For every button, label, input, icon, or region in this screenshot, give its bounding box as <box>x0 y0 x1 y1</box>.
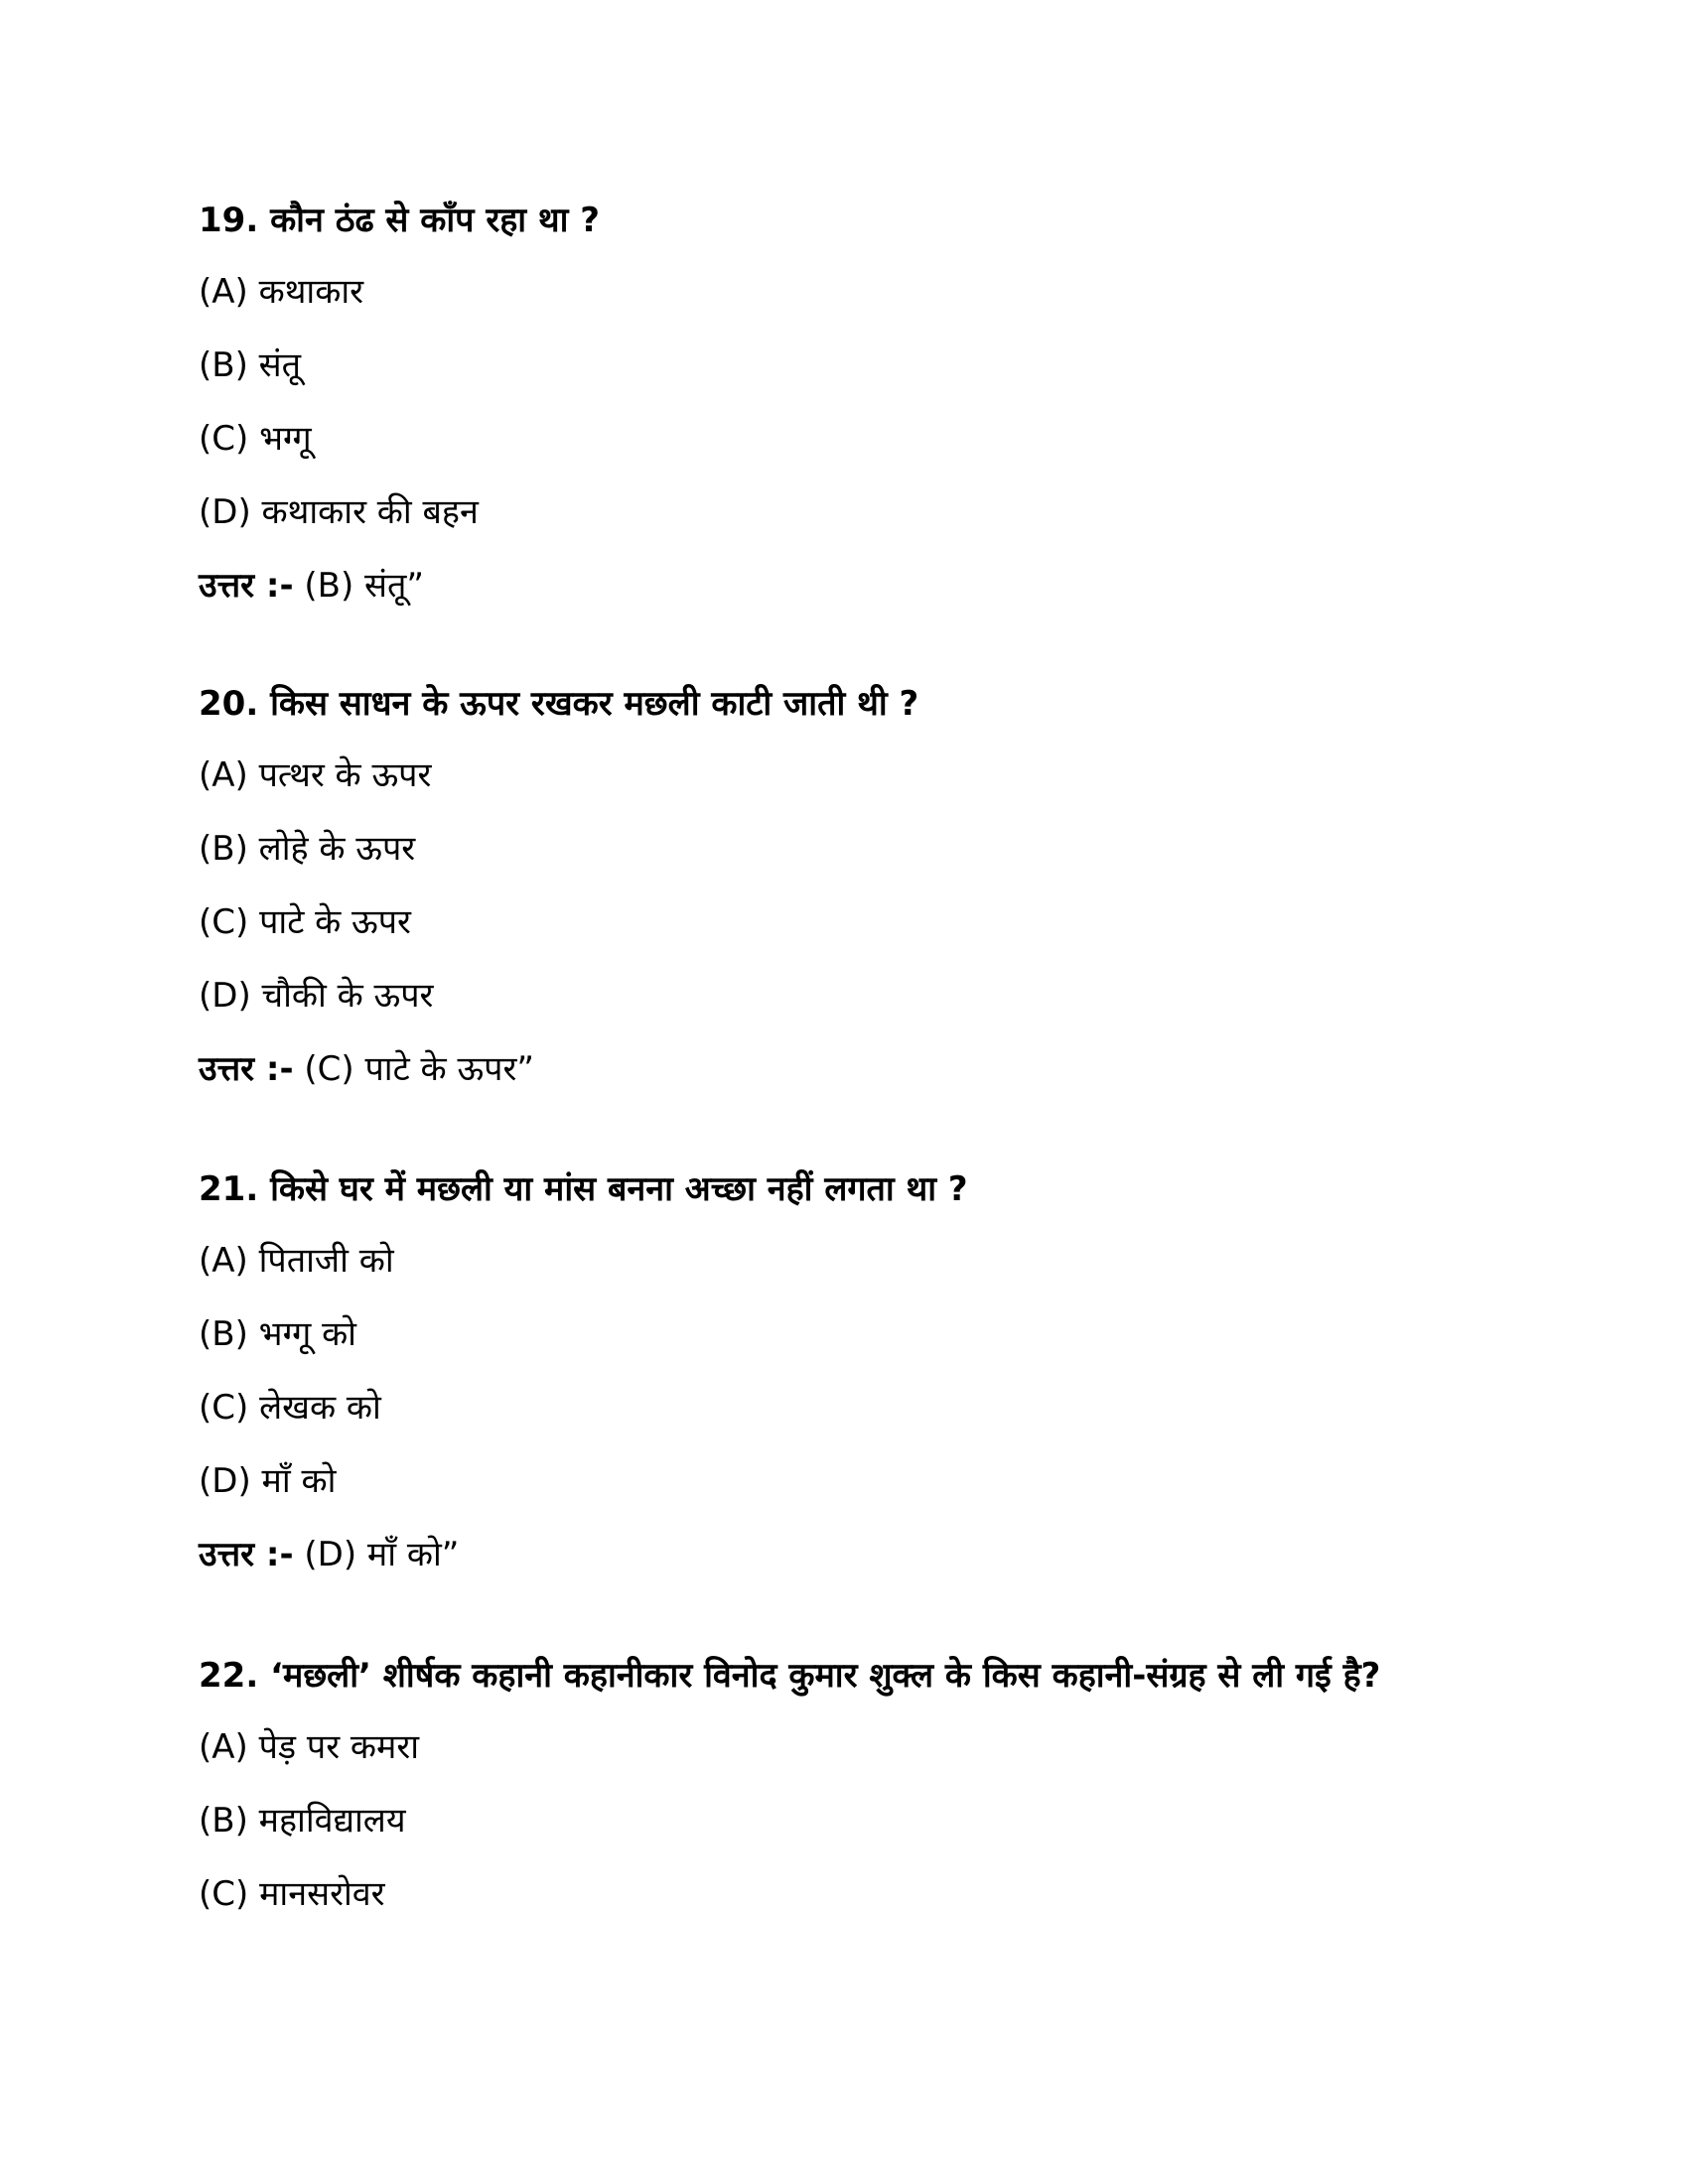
option-a: (A) पिताजी को <box>199 1241 394 1281</box>
answer-text: (B) संतू” <box>304 566 425 606</box>
option-a: (A) पेड़ पर कमरा <box>199 1727 420 1767</box>
question-title: 20. किस साधन के ऊपर रखकर मछली काटी जाती थी ? <box>199 684 919 724</box>
question-19 <box>199 195 1489 622</box>
answer-line <box>199 549 1489 622</box>
option-a: (A) पत्थर के ऊपर <box>199 755 432 795</box>
option-d: (D) माँ को <box>199 1461 337 1501</box>
answer-label: उत्तर :- <box>199 566 294 606</box>
question-title: 19. कौन ठंढ से काँप रहा था ? <box>199 201 601 240</box>
option-a: (A) कथाकार <box>199 272 364 312</box>
option-b: (B) भग्गू को <box>199 1314 356 1354</box>
option-d: (D) चौकी के ऊपर <box>199 976 434 1016</box>
answer-line <box>199 1032 1489 1106</box>
answer-label: उत्तर :- <box>199 1535 294 1574</box>
option-c: (C) भग्गू <box>199 419 312 459</box>
question-21 <box>199 1163 1489 1591</box>
answer-text: (D) माँ को” <box>304 1535 460 1574</box>
option-d: (D) कथाकार की बहन <box>199 492 479 532</box>
option-b: (B) महाविद्यालय <box>199 1801 406 1841</box>
question-20 <box>199 678 1489 1106</box>
option-b: (B) संतू <box>199 345 302 385</box>
option-c: (C) मानसरोवर <box>199 1874 385 1914</box>
question-22 <box>199 1650 1489 1931</box>
question-title: 21. किसे घर में मछली या मांस बनना अच्छा नहीं लगता था ? <box>199 1169 968 1209</box>
answer-text: (C) पाटे के ऊपर” <box>304 1049 534 1089</box>
option-b: (B) लोहे के ऊपर <box>199 829 416 869</box>
option-c: (C) पाटे के ऊपर <box>199 902 411 942</box>
answer-label: उत्तर :- <box>199 1049 294 1089</box>
option-c: (C) लेखक को <box>199 1388 381 1428</box>
question-title: 22. ‘मछली’ शीर्षक कहानी कहानीकार विनोद कुमार शुक्ल के किस कहानी-संग्रह से ली गई है? <box>199 1656 1381 1696</box>
answer-line <box>199 1518 1489 1591</box>
